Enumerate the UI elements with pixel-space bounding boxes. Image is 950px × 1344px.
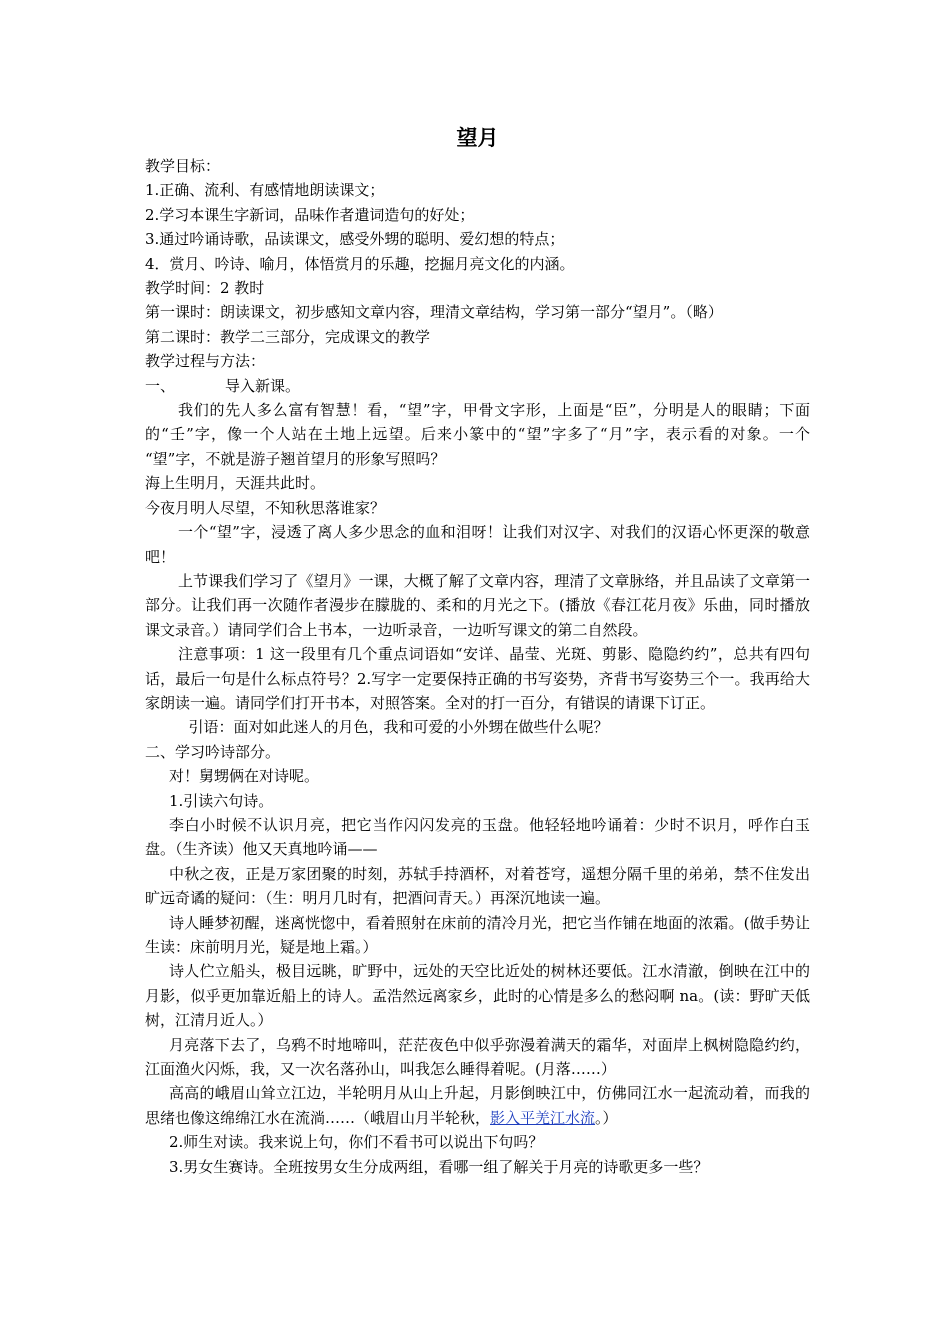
- paragraph-text: 高高的峨眉山耸立江边，半轮明月从山上升起，月影倒映江中，仿佛同江水一起流动着，而我的思绪也像这绵绵江水在流淌……（峨眉山月半轮秋，: [145, 1084, 810, 1127]
- goal-item: 3.通过吟诵诗歌，品读课文，感受外甥的聪明、爱幻想的特点；: [145, 230, 565, 249]
- paragraph: 对！舅甥俩在对诗呢。: [169, 767, 320, 786]
- paragraph: 中秋之夜，正是万家团聚的时刻，苏轼手持酒杯，对着苍穹，遥想分隔千里的弟弟，禁不住发出旷远奇谲的疑问：（生：明月几时有，把酒问青天。）再深沉地读一遍。: [145, 864, 810, 908]
- document-title: 望月: [456, 126, 499, 150]
- goal-item: 1.正确、流利、有感情地朗读课文；: [145, 181, 385, 200]
- goals-heading: 教学目标：: [145, 157, 221, 175]
- paragraph: 诗人伫立船头，极目远眺，旷野中，远处的天空比近处的树林还要低。江水清澈，倒映在江中的月影，似乎更加靠近船上的诗人。孟浩然远离家乡，此时的心情是多么的愁闷啊 na。(读：野旷天低树，江清月近人。）: [145, 962, 810, 1030]
- paragraph: [145, 1081, 810, 1130]
- sub-heading: 2.师生对读。我来说上句，你们不看书可以说出下句吗？: [169, 1133, 544, 1152]
- section-one-label: 导入新课。: [225, 376, 301, 395]
- section-two-heading: 二、学习吟诗部分。: [145, 742, 281, 761]
- poem-line: 今夜月明人尽望，不知秋思落谁家？: [145, 498, 386, 517]
- paragraph: 我们的先人多么富有智慧！看，“望”字，甲骨文字形，上面是“臣”，分明是人的眼睛；下面的“壬”字，像一个人站在土地上远望。后来小篆中的“望”字多了“月”字，表示看的对象。一个 “望”字，不就是游子翘首望月的形象写照吗？: [145, 401, 810, 468]
- goal-item: 2.学习本课生字新词，品味作者遣词造句的好处；: [145, 205, 475, 224]
- intro-quote: 引语：面对如此迷人的月色，我和可爱的小外甥在做些什么呢？: [188, 718, 609, 737]
- document-page: [145, 122, 810, 1179]
- goal-item: 4．赏月、吟诗、喻月，体悟赏月的乐趣，挖掘月亮文化的内涵。: [145, 254, 575, 273]
- section-one-heading: [145, 374, 810, 398]
- paragraph: 上节课我们学习了《望月》一课，大概了解了文章内容，理清了文章脉络，并且品读了文章第一部分。让我们再一次随作者漫步在朦胧的、柔和的月光之下。(播放《春江花月夜》乐曲，同时播放课文录音。）请同学们合上书本，一边听录音，一边听写课文的第二自然段。: [145, 571, 810, 639]
- paragraph: 注意事项：1 这一段里有几个重点词语如“安详、晶莹、光斑、剪影、隐隐约约”，总共有四句话，最后一句是什么标点符号？2.写字一定要保持正确的书写姿势，齐背书写姿势三个一。我再给大家朗读一遍。请同学们打开书本，对照答案。全对的打一百分，有错误的请课下订正。: [145, 645, 810, 712]
- paragraph: 月亮落下去了，乌鸦不时地啼叫，茫茫夜色中似乎弥漫着满天的霜华，对面岸上枫树隐隐约约，江面渔火闪烁，我，又一次名落孙山，叫我怎么睡得着呢。(月落……）: [145, 1035, 810, 1079]
- paragraph: 诗人睡梦初醒，迷离恍惚中，看着照射在床前的清冷月光，把它当作铺在地面的浓霜。(做手势让生读：床前明月光，疑是地上霜。）: [145, 913, 810, 956]
- paragraph: 李白小时候不认识月亮，把它当作闪闪发亮的玉盘。他轻轻地吟诵着：少时不识月，呼作白玉盘。（生齐读）他又天真地吟诵——: [145, 815, 810, 859]
- section-one-number: 一、: [145, 376, 176, 395]
- paragraph: 一个“望”字，浸透了离人多少思念的血和泪呀！让我们对汉字、对我们的汉语心怀更深的敬意吧！: [145, 523, 810, 566]
- poem-line: 海上生明月，天涯共此时。: [145, 474, 326, 493]
- sub-heading: 3.男女生赛诗。全班按男女生分成两组，看哪一组了解关于月亮的诗歌更多一些？: [169, 1157, 709, 1176]
- paragraph-text-end: 。）: [595, 1108, 618, 1127]
- sub-heading: 1.引读六句诗。: [169, 791, 274, 810]
- lesson-one: 第一课时：朗读课文，初步感知文章内容，理清文章结构，学习第一部分“望月”。（略）: [145, 303, 723, 322]
- teaching-time: 教学时间：2 教时: [145, 279, 265, 298]
- process-heading: 教学过程与方法：: [145, 352, 266, 371]
- lesson-two: 第二课时：教学二三部分，完成课文的教学: [145, 327, 431, 346]
- poem-link[interactable]: 影入平羌江水流: [490, 1108, 596, 1127]
